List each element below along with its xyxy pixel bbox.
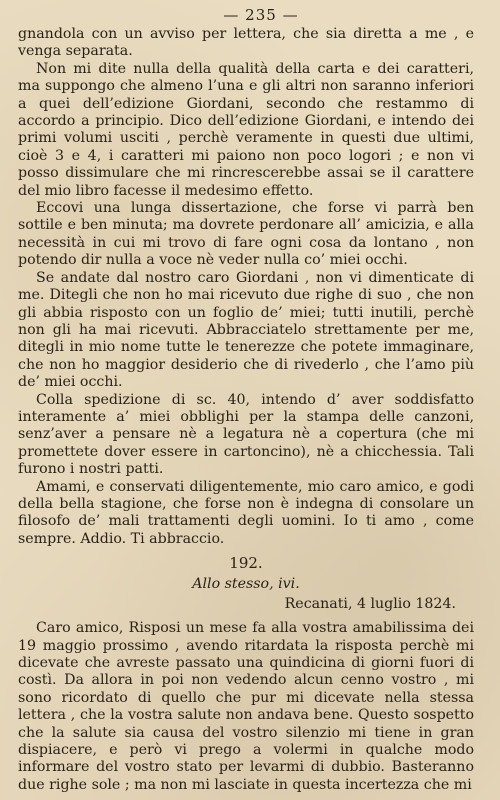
paragraph-continuation: gnandola con un avviso per lettera, che sia diretta a me , e venga separata. xyxy=(18,26,474,60)
paragraph-farewell: Amami, e conservati diligentemente, mio caro amico, e godi della bella stagione, che forse non è indegna di consolare un filosofo de’ mali trattamenti degli uomini. Io ti amo , come sempre. Addio. Ti abbraccio. xyxy=(18,478,474,547)
letter-heading: Allo stesso, ivi. xyxy=(192,576,300,593)
letter-date: Recanati, 4 luglio 1824. xyxy=(284,596,456,613)
paragraph-shipment: Colla spedizione di sc. 40, intendo d’ aver soddisfatto interamente a’ miei obblighi per la stampa delle canzoni, senz’aver a pensare nè a legatura nè a copertura (che mi promettete dover essere in cartoncino), nè a chicchessia. Tali furono i nostri patti. xyxy=(18,391,474,478)
paragraph-paper-quality: Non mi dite nulla della qualità della carta e dei caratteri, ma suppongo che almeno l’una e gli altri non saranno inferiori a quei dell’edizione Giordani, secondo che restammo di accordo a principio. Dico dell’edizione Giordani, e intendo dei primi volumi usciti , perchè veramente in questi due ultimi, cioè 3 e 4, i caratteri mi paiono non poco logori ; e non vi posso dissimulare che mi rincrescerebbe assai se il carattere del mio libro facesse il medesimo effetto. xyxy=(18,60,474,199)
letter-body: Caro amico, Risposi un mese fa alla vostra amabilissima dei 19 maggio prossimo , avendo ritardata la risposta perchè mi dicevate che avreste passato una quindicina di giorni fuori di costì. Da allora in poi non vedendo alcun cenno vostro , mi sono ricordato di quello che pur mi dicevate nella stessa lettera , che la vostra salute non andava bene. Questo sospetto che la salute sia causa del vostro silenzio mi tiene in gran dispiacere, e però vi prego a volermi in qualche modo informare del vostro stato per levarmi di dubbio. Basteranno due righe sole ; ma non mi lasciate in questa incertezza che mi xyxy=(18,620,474,793)
letter-number: 192. xyxy=(229,554,263,573)
paragraph-giordani: Se andate dal nostro caro Giordani , non vi dimenticate di me. Ditegli che non ho mai ricevuto due righe di suo , che non gli abbia risposto con un foglio de’ miei; tutti inutili, perchè non gli ha mai ricevuti. Abbracciatelo strettamente per me, ditegli in mio nome tutte le tenerezze che potete immaginare, che non ho maggior desiderio che di rivederlo , che l’amo più de’ miei occhi. xyxy=(18,269,474,391)
paragraph-dissertation: Eccovi una lunga dissertazione, che forse vi parrà ben sottile e ben minuta; ma dovrete perdonare all’ amicizia, e alla necessità in cui mi trovo di fare ogni cosa da lontano , non potendo dir nulla a voce nè veder nulla co’ miei occhi. xyxy=(18,200,474,269)
page-number: — 235 — xyxy=(223,6,299,24)
